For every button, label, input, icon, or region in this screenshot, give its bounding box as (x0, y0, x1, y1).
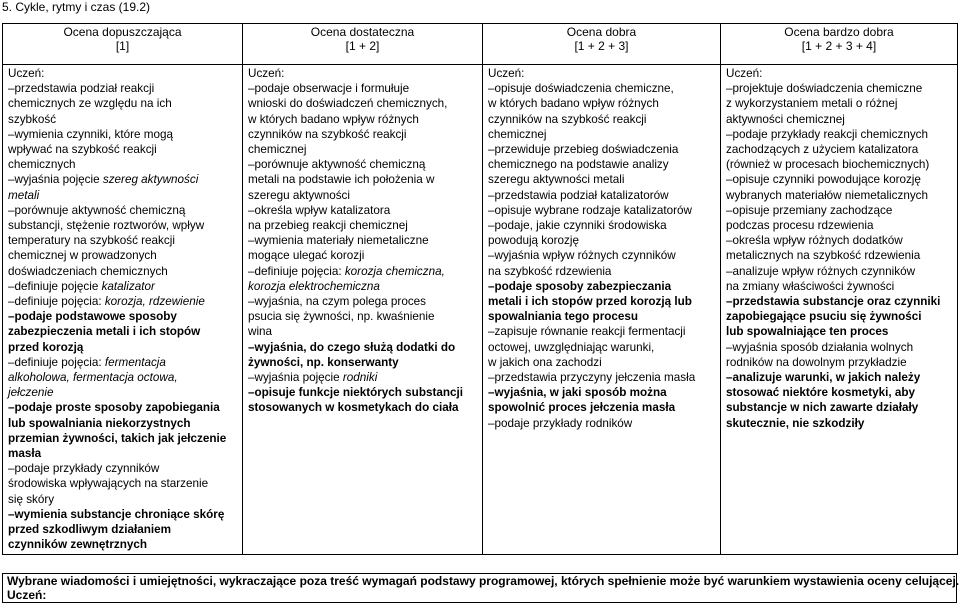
requirement-line (248, 203, 477, 218)
requirement-line (726, 233, 952, 248)
requirement-line (726, 324, 952, 339)
requirement-text: octowej, uwzględniając warunki, (488, 340, 655, 354)
requirement-text: –opisuje doświadczenia chemiczne, (488, 82, 674, 96)
grade-range: [1 + 2] (345, 39, 380, 53)
requirement-text: –przedstawia podział reakcji (8, 82, 155, 96)
requirement-line (726, 294, 952, 309)
requirement-line (726, 112, 952, 127)
requirement-line (488, 340, 715, 355)
requirement-line (726, 96, 952, 111)
grade-name: Ocena dopuszczająca (63, 25, 182, 39)
requirement-text: czynników zewnętrznych (8, 538, 147, 552)
requirement-text: –podaje obserwacje i formułuje (248, 82, 410, 96)
requirement-text: metali na podstawie ich położenia w (248, 173, 435, 187)
requirement-line (488, 112, 715, 127)
requirement-text: przemian żywności, takich jak jełczenie (8, 431, 227, 445)
requirement-line (726, 385, 952, 400)
requirement-line (248, 355, 477, 370)
grade-header-2 (243, 24, 483, 65)
requirement-line (248, 340, 477, 355)
requirement-line (248, 157, 477, 172)
requirement-text: –porównuje aktywność chemiczną (8, 203, 186, 217)
requirement-text: –wyjaśnia pojęcie (8, 173, 103, 187)
requirement-line (726, 264, 952, 279)
requirement-text: –wyjaśnia, do czego służą dodatki do (248, 340, 456, 354)
requirement-text: psucia się żywności, np. kwaśnienie (248, 310, 435, 324)
requirement-text: Uczeń: (248, 67, 285, 80)
requirement-text: (również w procesach biochemicznych) (726, 158, 930, 172)
requirement-text: szeregu aktywności metali (488, 173, 625, 187)
requirement-line (726, 279, 952, 294)
requirement-text: –określa wpływ różnych dodatków (726, 234, 903, 248)
requirement-line (488, 324, 715, 339)
requirement-line (8, 476, 237, 491)
requirement-text: rodników na dowolnym przykładzie (726, 355, 907, 369)
requirement-line (8, 294, 237, 309)
requirement-line (8, 431, 237, 446)
requirement-text: wybranych materiałów niemetalicznych (726, 188, 929, 202)
requirement-text: wpływać na szybkość reakcji (8, 143, 157, 157)
requirement-text: w których badano wpływ różnych (248, 112, 419, 126)
requirement-line (488, 203, 715, 218)
requirement-line (248, 279, 477, 294)
requirement-line (726, 309, 952, 324)
requirement-line (726, 142, 952, 157)
header-row (3, 24, 958, 65)
requirement-text: środowiska wpływających na starzenie (8, 477, 209, 491)
requirement-text: –podaje proste sposoby zapobiegania (8, 401, 220, 415)
requirement-line (8, 522, 237, 537)
requirement-text: –wyjaśnia sposób działania wolnych (726, 340, 914, 354)
requirement-line (248, 248, 477, 263)
requirement-text: z wykorzystaniem metali o różnej (726, 97, 898, 111)
requirement-line (488, 127, 715, 142)
requirement-term: korozja elektrochemiczna (248, 279, 380, 293)
requirement-line (248, 188, 477, 203)
requirement-text: wina (248, 325, 273, 339)
requirement-line (248, 309, 477, 324)
section-title: 5. Cykle, rytmy i czas (19.2) (2, 0, 151, 14)
requirement-text: chemicznego na podstawie analizy (488, 158, 669, 172)
requirement-text: podczas procesu rdzewienia (726, 219, 874, 233)
requirement-term: katalizator (101, 279, 155, 293)
requirement-line (488, 355, 715, 370)
requirement-line (488, 157, 715, 172)
requirements-cell-3 (483, 65, 721, 555)
requirement-term: korozja chemiczna, (344, 264, 445, 278)
requirement-text: na przebieg reakcji chemicznej (248, 219, 408, 233)
requirement-line (488, 416, 715, 431)
requirement-line (488, 248, 715, 263)
requirement-line (488, 188, 715, 203)
requirement-line (248, 233, 477, 248)
requirement-line (8, 233, 237, 248)
requirement-term: jełczenie (8, 386, 54, 400)
requirement-line (488, 370, 715, 385)
requirement-text: –wyjaśnia pojęcie (248, 371, 343, 385)
requirement-text: czynników na szybkość reakcji (488, 112, 647, 126)
requirement-text: na zmiany właściwości żywności (726, 279, 895, 293)
grade-range: [1 + 2 + 3] (574, 39, 629, 53)
requirement-line (8, 112, 237, 127)
requirement-text: masła (8, 447, 42, 461)
requirement-line (488, 218, 715, 233)
requirement-text: na szybkość rdzewienia (488, 264, 612, 278)
grade-header-3 (483, 24, 721, 65)
requirement-line (726, 355, 952, 370)
requirement-term: korozja, rdzewienie (104, 295, 205, 309)
requirement-line (8, 461, 237, 476)
requirement-line (8, 248, 237, 263)
requirement-line (488, 279, 715, 294)
requirement-term: rodniki (342, 371, 378, 385)
requirement-line (488, 385, 715, 400)
requirement-line (726, 340, 952, 355)
requirement-line (488, 66, 715, 81)
requirement-line (8, 172, 237, 187)
requirement-text: –opisuje przemiany zachodzące (726, 203, 893, 217)
requirement-text: skutecznie, nie szkodziły (726, 416, 865, 430)
requirement-line (248, 172, 477, 187)
content-row (3, 65, 958, 555)
requirement-text: zapobiegające psuciu się żywności (726, 310, 922, 324)
requirement-line (488, 81, 715, 96)
requirement-text: –projektuje doświadczenia chemiczne (726, 82, 923, 96)
requirement-text: –wymienia materiały niemetaliczne (248, 234, 429, 248)
requirement-line (8, 309, 237, 324)
requirement-text: –definiuje pojęcia: (8, 355, 105, 369)
grade-range: [1 + 2 + 3 + 4] (801, 39, 877, 53)
requirement-line (8, 279, 237, 294)
requirement-text: zabezpieczenia metali i ich stopów (8, 325, 201, 339)
requirement-text: chemicznych ze względu na ich (8, 97, 172, 111)
requirement-line (488, 172, 715, 187)
requirement-text: –definiuje pojęcia: (8, 295, 105, 309)
requirement-line (8, 96, 237, 111)
requirement-text: powodują korozję (488, 234, 579, 248)
requirement-text: Uczeń: (8, 67, 45, 80)
requirements-cell-1 (3, 65, 243, 555)
requirement-line (8, 264, 237, 279)
requirement-term: metali (8, 188, 40, 202)
requirement-line (726, 66, 952, 81)
requirement-term: szereg aktywności (102, 173, 199, 187)
requirement-line (248, 370, 477, 385)
requirement-line (488, 233, 715, 248)
requirement-line (488, 96, 715, 111)
requirement-text: stosowanych w kosmetykach do ciała (248, 401, 459, 415)
requirement-text: stosować niektóre kosmetyki, aby (726, 386, 916, 400)
requirement-text: –podaje przykłady reakcji chemicznych (726, 127, 929, 141)
requirement-text: w których badano wpływ różnych (488, 97, 659, 111)
requirement-text: spowalniania tego procesu (488, 310, 639, 324)
requirement-line (8, 157, 237, 172)
requirement-text: –przedstawia przyczyny jełczenia masła (488, 371, 696, 385)
requirement-text: –wyjaśnia, w jaki sposób można (488, 386, 667, 400)
requirement-text: w jakich ona zachodzi (488, 355, 602, 369)
requirement-text: lub spowalniania niekorzystnych (8, 416, 191, 430)
requirement-text: –przedstawia substancje oraz czynniki (726, 295, 941, 309)
requirement-text: –podaje przykłady rodników (488, 416, 633, 430)
requirement-text: temperatury na szybkość reakcji (8, 234, 175, 248)
requirement-text: –definiuje pojęcia: (248, 264, 345, 278)
requirement-text: szybkość (8, 112, 57, 126)
requirement-line (8, 66, 237, 81)
requirement-text: –określa wpływ katalizatora (248, 203, 391, 217)
requirement-text: chemicznych (8, 158, 76, 172)
requirement-line (8, 492, 237, 507)
requirement-text: –wyjaśnia wpływ różnych czynników (488, 249, 676, 263)
requirement-line (726, 188, 952, 203)
requirement-text: –zapisuje równanie reakcji fermentacji (488, 325, 686, 339)
requirement-text: metali i ich stopów przed korozją lub (488, 295, 692, 309)
requirement-line (8, 355, 237, 370)
requirement-line (488, 142, 715, 157)
requirement-text: zachodzących z użyciem katalizatora (726, 143, 919, 157)
requirement-line (8, 507, 237, 522)
requirement-line (726, 127, 952, 142)
requirement-text: przed szkodliwym działaniem (8, 523, 172, 537)
requirement-text: aktywności chemicznej (726, 112, 845, 126)
requirement-text: –wymienia substancje chroniące skórę (8, 507, 225, 521)
grade-name: Ocena bardzo dobra (784, 25, 894, 39)
requirement-text: –wymienia czynniki, które mogą (8, 127, 173, 141)
requirement-text: doświadczeniach chemicznych (8, 264, 168, 278)
requirement-line (726, 203, 952, 218)
grade-name: Ocena dostateczna (310, 25, 415, 39)
requirement-line (8, 188, 237, 203)
requirement-line (488, 294, 715, 309)
requirement-text: się skóry (8, 492, 55, 506)
requirement-line (8, 81, 237, 96)
requirement-text: mogące ulegać korozji (248, 249, 365, 263)
requirement-line (8, 416, 237, 431)
requirement-term: fermentacja (104, 355, 166, 369)
grade-header-4 (721, 24, 958, 65)
requirement-text: chemicznej (248, 143, 307, 157)
requirements-cell-4 (721, 65, 958, 555)
requirement-line (248, 218, 477, 233)
requirement-text: –podaje podstawowe sposoby (8, 310, 177, 324)
requirement-line (8, 446, 237, 461)
requirement-line (726, 218, 952, 233)
requirement-line (8, 385, 237, 400)
footer-uczen: Uczeń: (7, 587, 47, 602)
requirement-text: –opisuje wybrane rodzaje katalizatorów (488, 203, 692, 217)
requirement-line (488, 400, 715, 415)
requirement-line (248, 294, 477, 309)
grade-name: Ocena dobra (566, 25, 637, 39)
requirement-line (8, 400, 237, 415)
requirement-text: –podaje, jakie czynniki środowiska (488, 219, 667, 233)
requirement-line (248, 264, 477, 279)
requirement-line (8, 142, 237, 157)
requirement-text: –definiuje pojęcie (8, 279, 102, 293)
requirement-text: –analizuje wpływ różnych czynników (726, 264, 916, 278)
requirement-text: –podaje przykłady czynników (8, 462, 160, 476)
requirement-text: chemicznej (488, 127, 547, 141)
requirement-line (8, 203, 237, 218)
requirement-line (8, 324, 237, 339)
requirement-line (248, 66, 477, 81)
requirement-text: Uczeń: (726, 67, 763, 80)
requirement-text: –analizuje warunki, w jakich należy (726, 371, 921, 385)
requirement-text: substancje w nich zawarte działały (726, 401, 919, 415)
requirement-term: alkoholowa, fermentacja octowa, (8, 371, 178, 385)
requirement-line (726, 157, 952, 172)
requirement-line (8, 340, 237, 355)
requirement-text: lub spowalniające ten proces (726, 325, 889, 339)
requirement-text: –wyjaśnia, na czym polega proces (248, 295, 427, 309)
requirement-line (248, 81, 477, 96)
requirement-line (248, 127, 477, 142)
requirement-line (726, 248, 952, 263)
requirement-line (488, 264, 715, 279)
requirement-line (8, 127, 237, 142)
requirements-cell-2 (243, 65, 483, 555)
requirement-text: szeregu aktywności (248, 188, 350, 202)
requirement-line (726, 370, 952, 385)
requirement-text: przed korozją (8, 340, 84, 354)
requirement-text: substancji, stężenie roztworów, wpływ (8, 219, 205, 233)
requirement-text: –przewiduje przebieg doświadczenia (488, 143, 679, 157)
footer-text: Wybrane wiadomości i umiejętności, wykraczające poza treść wymagań podstawy programowej, których spełnienie może być warunkiem wystawienia oceny celującej. (7, 574, 960, 588)
requirement-line (726, 81, 952, 96)
grading-table (2, 23, 958, 555)
requirement-text: –opisuje czynniki powodujące korozję (726, 173, 921, 187)
requirement-text: Uczeń: (488, 67, 525, 80)
requirement-line (8, 218, 237, 233)
requirement-text: –opisuje funkcje niektórych substancji (248, 386, 463, 400)
requirement-text: –przedstawia podział katalizatorów (488, 188, 669, 202)
requirement-line (726, 416, 952, 431)
requirement-text: czynników na szybkość reakcji (248, 127, 407, 141)
requirement-line (488, 309, 715, 324)
grade-header-1 (3, 24, 243, 65)
footer-box (2, 573, 960, 603)
requirement-line (248, 142, 477, 157)
requirement-line (726, 172, 952, 187)
requirement-line (248, 112, 477, 127)
requirement-line (8, 370, 237, 385)
requirement-text: wnioski do doświadczeń chemicznych, (248, 97, 448, 111)
requirement-line (248, 400, 477, 415)
requirement-text: –podaje sposoby zabezpieczania (488, 279, 672, 293)
requirement-line (248, 96, 477, 111)
requirement-text: metalicznych na szybkość rdzewienia (726, 249, 921, 263)
requirement-text: żywności, np. konserwanty (248, 355, 399, 369)
grade-range: [1] (115, 39, 130, 53)
requirement-line (8, 537, 237, 552)
requirement-line (248, 324, 477, 339)
requirement-text: spowolnić proces jełczenia masła (488, 401, 676, 415)
requirement-line (726, 400, 952, 415)
requirement-text: –porównuje aktywność chemiczną (248, 158, 426, 172)
requirement-line (248, 385, 477, 400)
requirement-text: chemicznej w prowadzonych (8, 249, 157, 263)
